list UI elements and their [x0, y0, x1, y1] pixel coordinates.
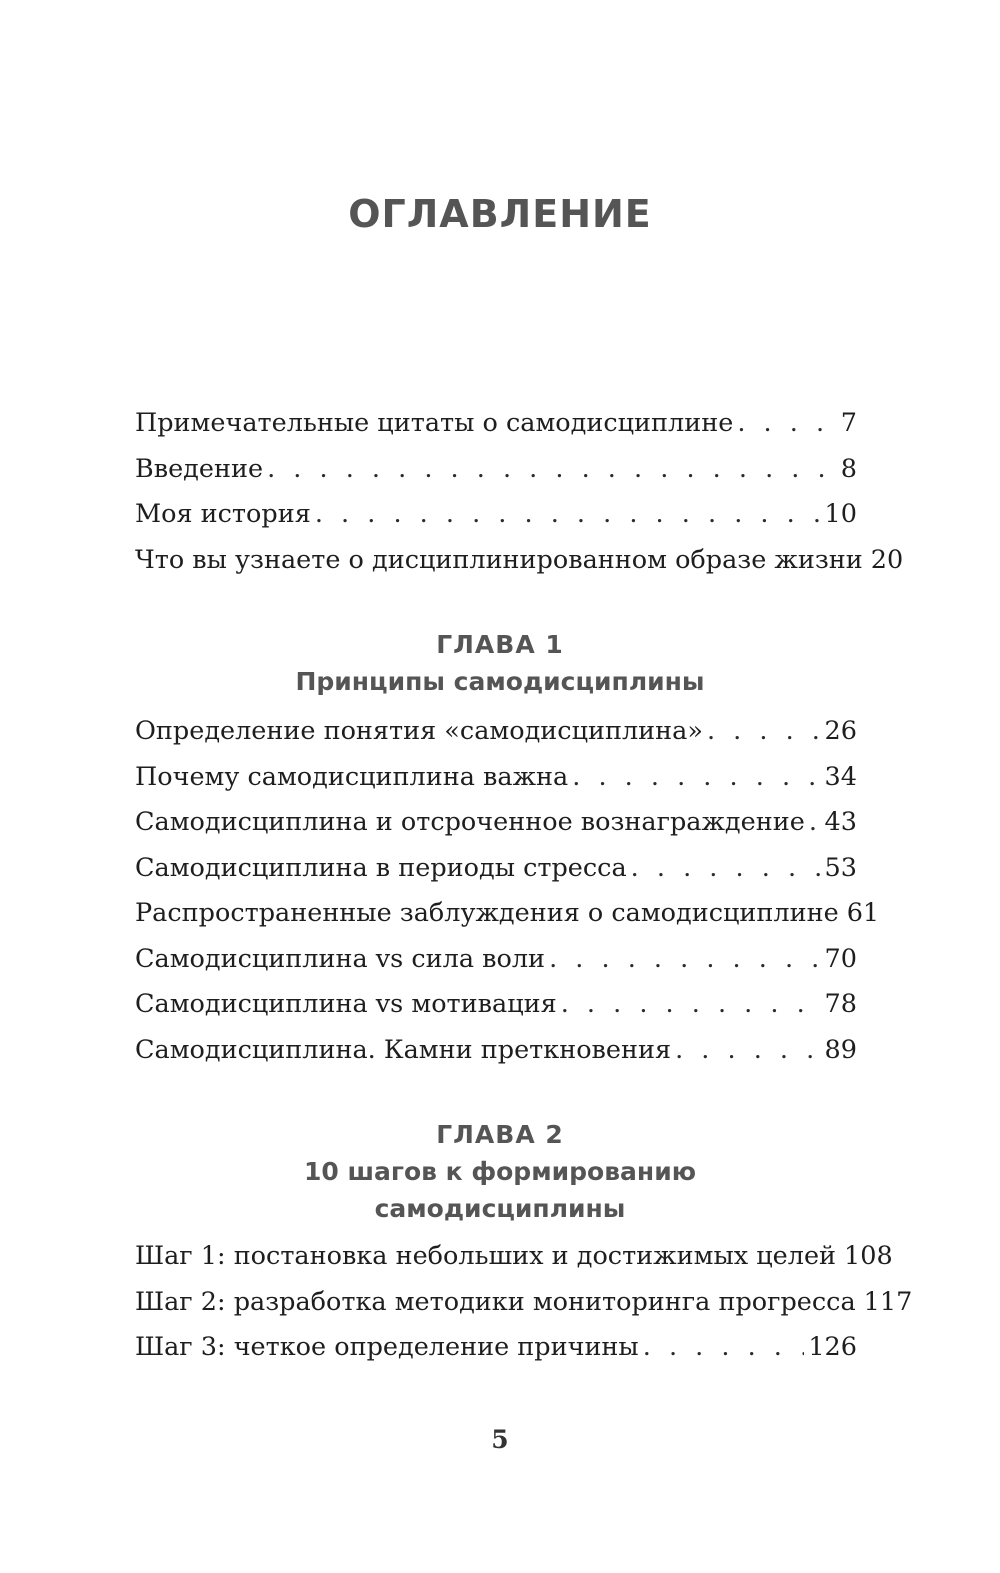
toc-entry[interactable] — [135, 454, 857, 500]
toc-entry-title: Что вы узнаете о дисциплинированном образе жизни — [135, 544, 863, 575]
toc-entry-title: Шаг 3: четкое определение причины — [135, 1332, 639, 1362]
chapter-1-heading — [0, 626, 1000, 700]
dot-leader — [707, 716, 821, 746]
toc-entry[interactable] — [135, 544, 904, 591]
toc-entry-page: 34 — [824, 761, 857, 792]
toc-entry-page: 108 — [844, 1241, 893, 1271]
toc-entry-title: Шаг 2: разработка методики мониторинга прогресса — [135, 1286, 856, 1317]
toc-entry-page: 43 — [824, 807, 857, 837]
toc-entry-title: Примечательные цитаты о самодисциплине — [135, 408, 734, 438]
toc-entry-title: Почему самодисциплина важна — [135, 761, 569, 792]
toc-entry[interactable] — [135, 1035, 857, 1081]
toc-entry-page: 117 — [863, 1286, 913, 1317]
chapter-name-line-2: самодисциплины — [374, 1194, 626, 1223]
toc-entry-page: 70 — [824, 943, 857, 974]
toc-entry[interactable] — [135, 1286, 913, 1333]
dot-leader — [737, 408, 836, 438]
toc-entry-page: 7 — [840, 408, 857, 438]
toc-entry[interactable] — [135, 1241, 893, 1287]
toc-entry-title: Самодисциплина vs сила воли — [135, 943, 546, 974]
toc-entry[interactable] — [135, 989, 857, 1035]
toc-entry-page: 126 — [808, 1332, 857, 1362]
toc-intro-list — [135, 408, 904, 590]
toc-entry-title: Моя история — [135, 499, 311, 529]
toc-entry-title: Определение понятия «самодисциплина» — [135, 716, 703, 746]
dot-leader — [315, 499, 821, 529]
toc-entry[interactable] — [135, 408, 857, 454]
dot-leader — [631, 853, 821, 883]
toc-entry-page: 53 — [824, 852, 857, 883]
toc-entry-title: Самодисциплина. Камни преткновения — [135, 1034, 672, 1065]
toc-entry[interactable] — [135, 716, 857, 762]
chapter-2-heading — [0, 1116, 1000, 1227]
toc-entry-title: Самодисциплина и отсроченное вознаграждение — [135, 807, 805, 837]
toc-entry[interactable] — [135, 762, 857, 808]
toc-entry-title: Самодисциплина в периоды стресса — [135, 852, 627, 883]
dot-leader — [561, 989, 821, 1019]
dot-leader — [643, 1332, 805, 1362]
page-number: 5 — [491, 1425, 509, 1454]
toc-chapter-2-list — [135, 1241, 913, 1378]
toc-entry[interactable] — [135, 944, 857, 990]
toc-entry-title: Введение — [135, 453, 264, 484]
toc-entry[interactable] — [135, 853, 857, 899]
toc-entry-title: Шаг 1: постановка небольших и достижимых целей — [135, 1241, 837, 1271]
toc-entry[interactable] — [135, 1332, 857, 1378]
toc-entry-page: 10 — [824, 499, 857, 529]
toc-entry-page: 61 — [846, 898, 880, 928]
chapter-label: ГЛАВА 1 — [436, 630, 564, 659]
chapter-name: Принципы самодисциплины — [295, 667, 705, 696]
toc-entry-page: 89 — [824, 1034, 857, 1065]
toc-entry-page: 8 — [840, 453, 857, 484]
chapter-label: ГЛАВА 2 — [436, 1120, 564, 1149]
toc-entry-page: 26 — [824, 716, 857, 746]
toc-entry-page: 20 — [870, 544, 904, 575]
dot-leader — [267, 454, 837, 484]
toc-entry[interactable] — [135, 499, 857, 545]
dot-leader — [572, 762, 820, 792]
chapter-name-line-1: 10 шагов к формированию — [303, 1157, 697, 1186]
toc-entry[interactable] — [135, 807, 857, 853]
toc-entry[interactable] — [135, 898, 880, 944]
toc-chapter-1-list — [135, 716, 880, 1080]
toc-entry-title: Самодисциплина vs мотивация — [135, 989, 557, 1019]
dot-leader — [675, 1035, 820, 1065]
toc-entry-title: Распространенные заблуждения о самодисциплине — [135, 898, 839, 928]
dot-leader — [809, 807, 821, 837]
toc-entry-page: 78 — [824, 989, 857, 1019]
page-title: ОГЛАВЛЕНИЕ — [348, 192, 652, 236]
dot-leader — [549, 944, 820, 974]
